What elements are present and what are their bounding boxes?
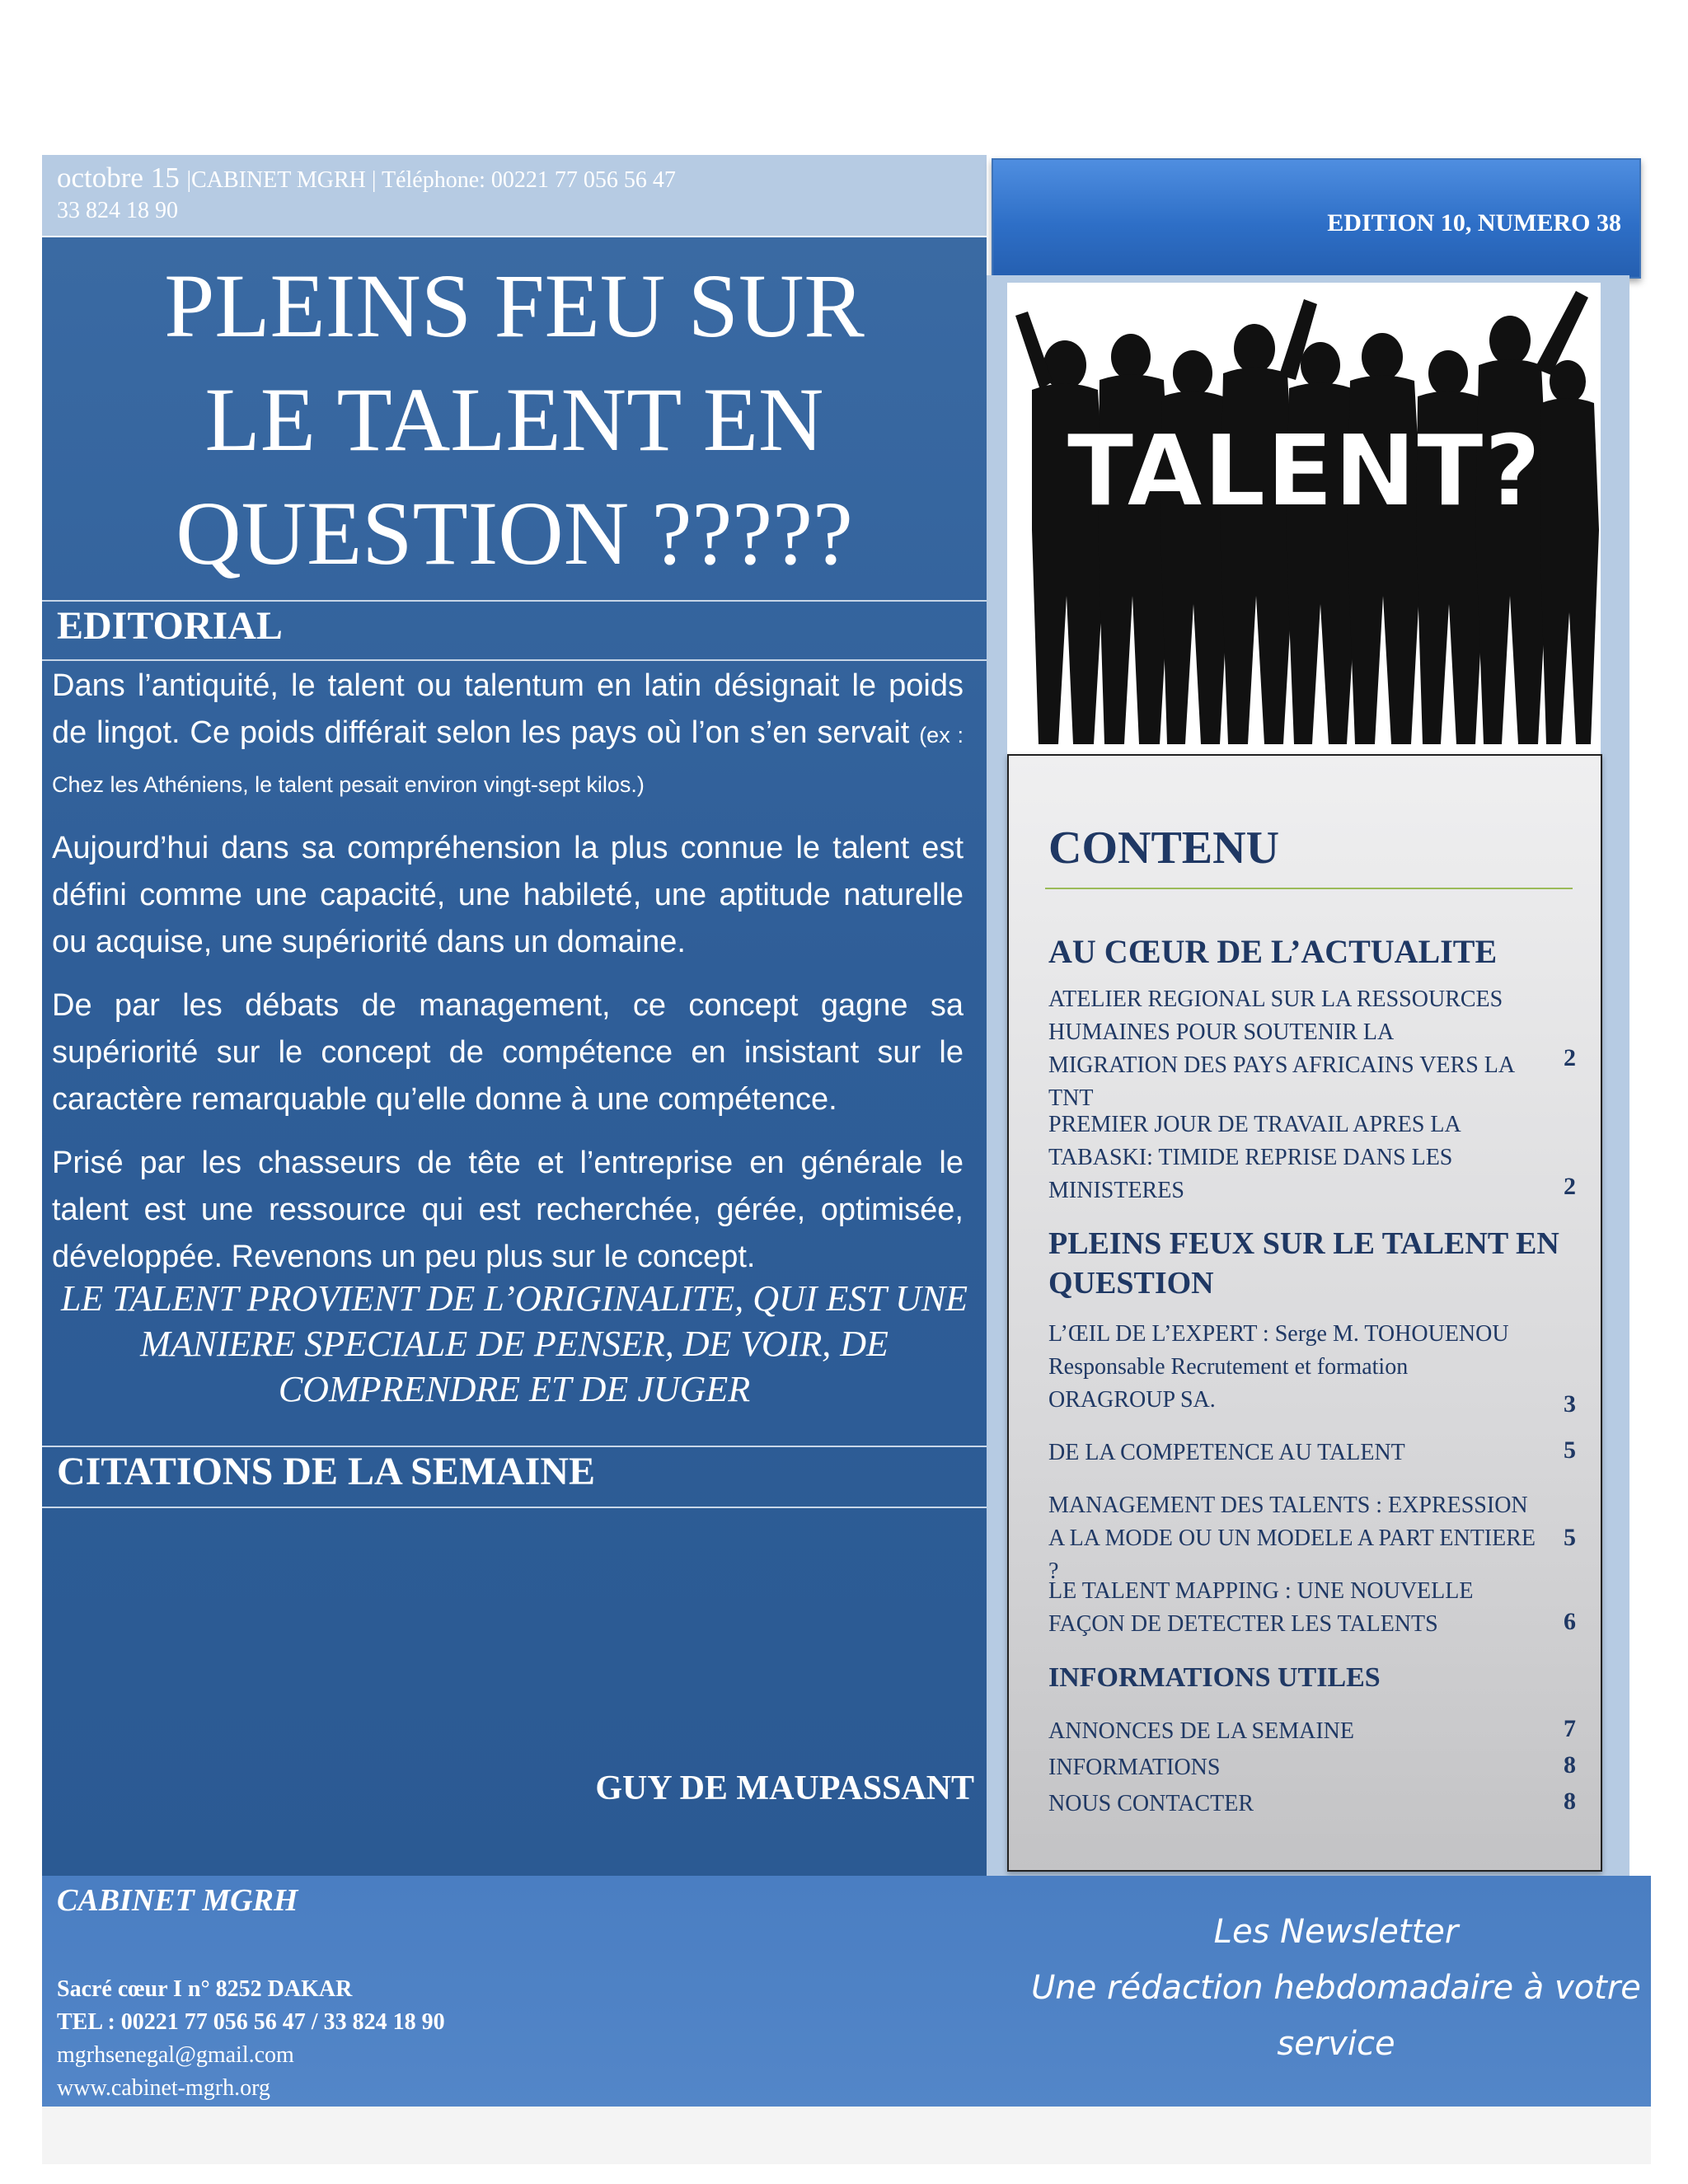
contents-title: CONTENU: [1048, 823, 1280, 874]
toc-page-competence: 5: [1564, 1436, 1576, 1464]
toc-item-atelier[interactable]: ATELIER REGIONAL SUR LA RESSOURCES HUMAINES POUR SOUTENIR LA MIGRATION DES PAYS AFRICAINS VERS LA TNT: [1048, 987, 1514, 1111]
editorial-p1-text: Dans l’antiquité, le talent ou talentum en latin désignait le poids de lingot. Ce poids différait selon les pays où l’on s’en servait: [52, 668, 964, 750]
header-contact-info: |CABINET MGRH | Téléphone: 00221 77 056 56 47: [186, 167, 676, 193]
toc-page-atelier: 2: [1564, 1044, 1576, 1071]
page-title: [42, 237, 987, 590]
toc-item-management[interactable]: MANAGEMENT DES TALENTS : EXPRESSION A LA MODE OU UN MODELE A PART ENTIERE ?: [1048, 1493, 1536, 1584]
toc-item-annonces[interactable]: ANNONCES DE LA SEMAINE: [1048, 1718, 1354, 1744]
edition-label: EDITION 10, NUMERO 38: [1327, 209, 1621, 237]
toc-page-annonces: 7: [1564, 1715, 1576, 1742]
toc-page-management: 5: [1564, 1524, 1576, 1551]
table-of-contents: [1007, 754, 1602, 1872]
footer-website-link[interactable]: www.cabinet-mgrh.org: [57, 2075, 270, 2101]
toc-page-contact: 8: [1564, 1788, 1576, 1815]
toc-section-actualite: AU CŒUR DE L’ACTUALITE: [1048, 933, 1498, 970]
toc-item-expert[interactable]: L’ŒIL DE L’EXPERT : Serge M. TOHOUENOU Responsable Recrutement et formation ORAGROUP SA.: [1048, 1321, 1509, 1413]
toc-item-mapping[interactable]: LE TALENT MAPPING : UNE NOUVELLE FAÇON DE DETECTER LES TALENTS: [1048, 1578, 1474, 1637]
quote-text: LE TALENT PROVIENT DE L’ORIGINALITE, QUI EST UNE MANIERE SPECIALE DE PENSER, DE VOIR, DE COMPRENDRE ET DE JUGER: [60, 1278, 968, 1409]
newsletter-subtitle: Une rédaction hebdomadaire à votre service: [1031, 1969, 1641, 2063]
editorial-paragraph-3: De par les débats de management, ce concept gagne sa supériorité sur le concept de compétence en insistant sur le caractère remarquable qu’elle donne à une compétence.: [52, 988, 964, 1117]
toc-page-expert: 3: [1564, 1390, 1576, 1418]
title-line-2: LE TALENT EN: [204, 369, 824, 470]
toc-item-informations[interactable]: INFORMATIONS: [1048, 1755, 1221, 1780]
quote-author: GUY DE MAUPASSANT: [595, 1769, 974, 1807]
main-column: [42, 237, 987, 1884]
header-date: [57, 162, 676, 194]
toc-section-talent: PLEINS FEUX SUR LE TALENT EN QUESTION: [1048, 1226, 1559, 1301]
edition-banner: [992, 158, 1641, 279]
header-strip: [42, 155, 987, 236]
toc-section-infos: INFORMATIONS UTILES: [1048, 1662, 1381, 1693]
talent-image-word: TALENT?: [1067, 415, 1541, 529]
footer-cabinet-name: CABINET MGRH: [57, 1883, 298, 1918]
editorial-paragraph-4: Prisé par les chasseurs de tête et l’entreprise en générale le talent est une ressource qui est recherchée, gérée, optimisée, développée. Revenons un peu plus sur le concept.: [52, 1146, 964, 1274]
divider: [42, 1446, 987, 1447]
title-line-1: PLEINS FEU SUR: [164, 255, 865, 356]
citations-heading: CITATIONS DE LA SEMAINE: [57, 1450, 596, 1493]
newsletter-title: Les Newsletter: [1213, 1913, 1459, 1951]
newsletter-tagline: [1023, 1904, 1649, 2072]
toc-item-contact[interactable]: NOUS CONTACTER: [1048, 1791, 1254, 1816]
talent-silhouettes-image: [1007, 283, 1601, 754]
divider: [42, 1507, 987, 1508]
footer-shadow: [42, 2107, 1651, 2164]
divider: [42, 659, 987, 661]
editorial-paragraph-1: [52, 663, 964, 808]
editorial-heading: EDITORIAL: [57, 604, 283, 648]
title-line-3: QUESTION ?????: [176, 483, 853, 583]
editorial-paragraph-2: Aujourd’hui dans sa compréhension la plus connue le talent est défini comme une capacité, une habileté, une aptitude naturelle ou acquise, une supériorité dans un domaine.: [52, 831, 964, 959]
footer: [42, 1876, 1651, 2107]
toc-page-tabaski: 2: [1564, 1173, 1576, 1200]
toc-page-mapping: 6: [1564, 1608, 1576, 1635]
footer-email-link[interactable]: mgrhsenegal@gmail.com: [57, 2042, 294, 2068]
editorial-body: [52, 663, 964, 1297]
contents-rule: [1045, 888, 1573, 889]
toc-item-competence[interactable]: DE LA COMPETENCE AU TALENT: [1048, 1440, 1405, 1465]
issue-date: octobre 15: [57, 162, 180, 194]
toc-item-tabaski[interactable]: PREMIER JOUR DE TRAVAIL APRES LA TABASKI: TIMIDE REPRISE DANS LES MINISTERES: [1048, 1112, 1461, 1203]
divider: [42, 600, 987, 602]
footer-phone: TEL : 00221 77 056 56 47 / 33 824 18 90: [57, 2009, 445, 2035]
editorial-p1-note: (ex : Chez les Athéniens, le talent pesait environ vingt-sept kilos.): [52, 723, 964, 797]
silhouettes-graphic: [1007, 283, 1601, 754]
footer-address: Sacré cœur I n° 8252 DAKAR: [57, 1976, 353, 2002]
header-phone-2: 33 824 18 90: [57, 198, 178, 223]
toc-page-informations: 8: [1564, 1751, 1576, 1779]
